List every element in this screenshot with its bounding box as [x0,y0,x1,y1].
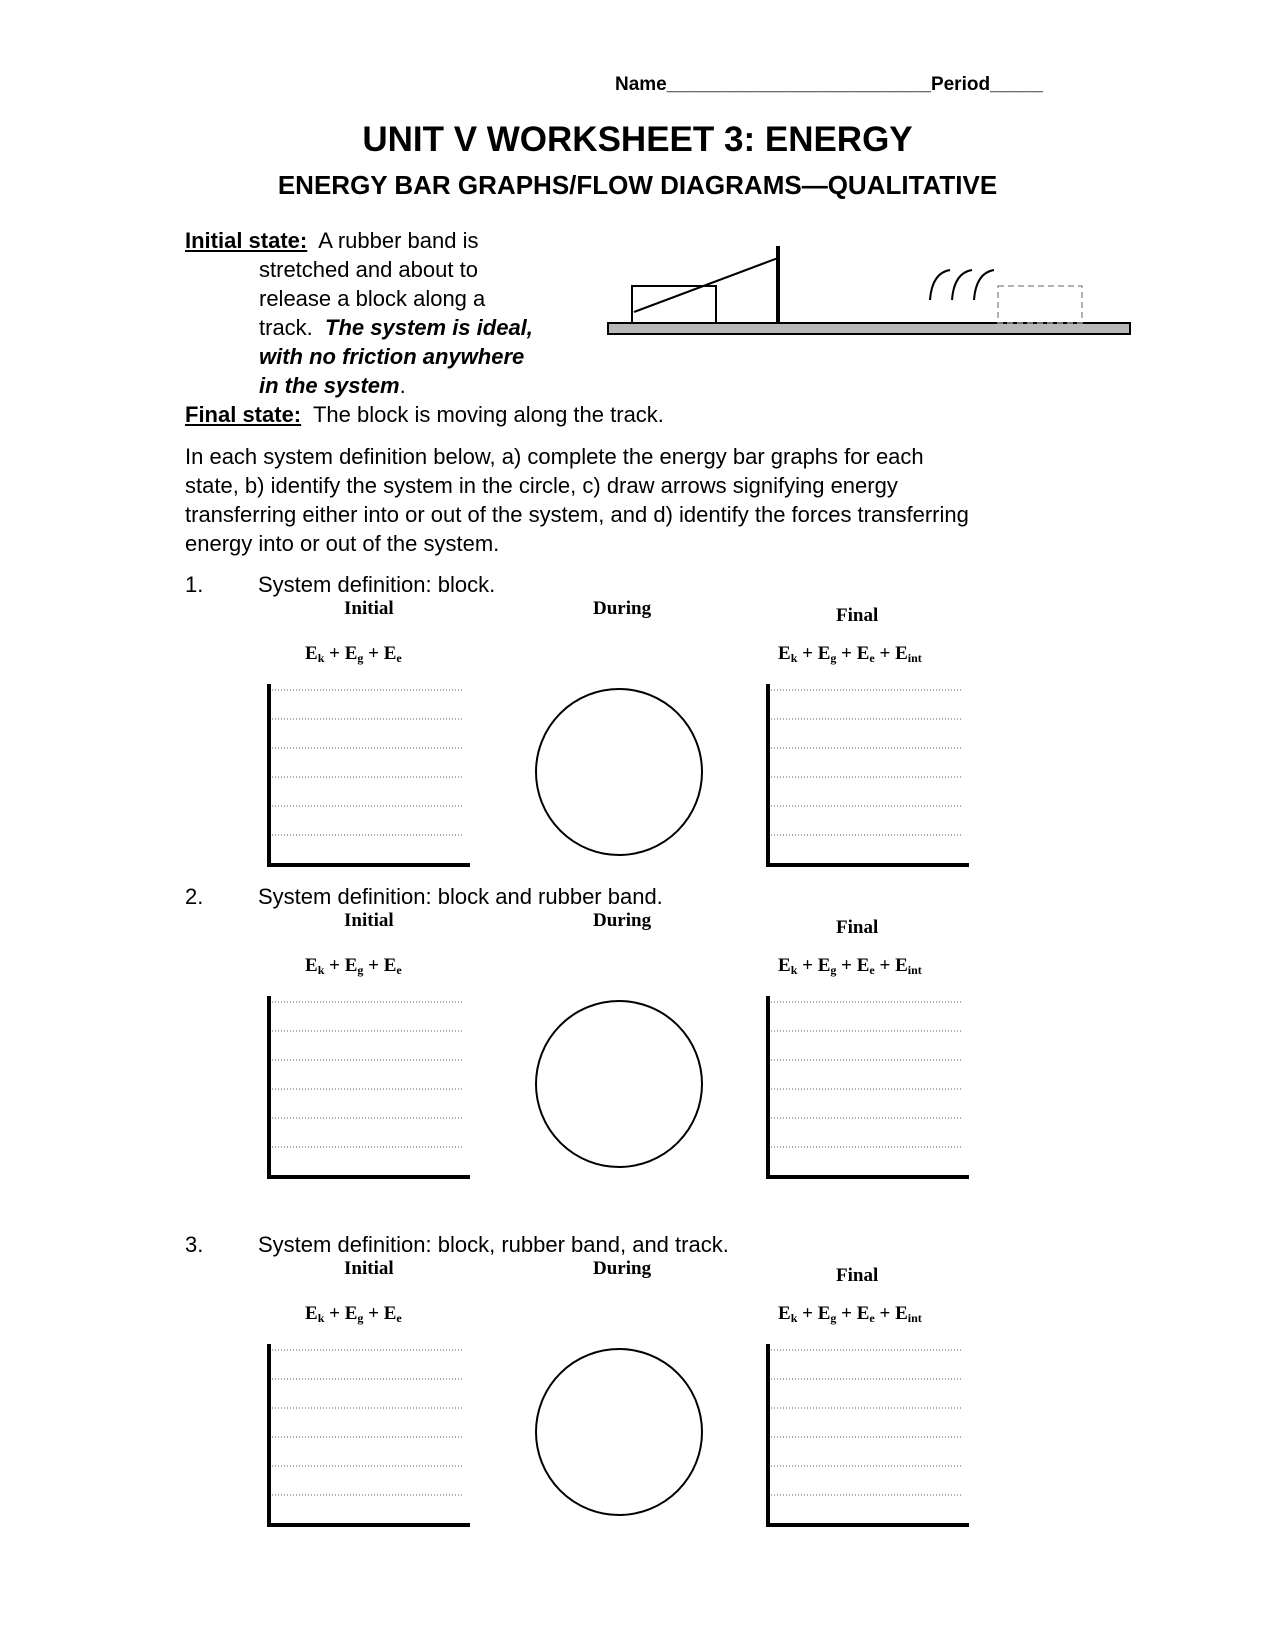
initial-state-block [185,226,585,400]
system-circle-2[interactable] [533,998,705,1170]
problem-number-1: 1. [185,572,204,597]
initial-eq-1-subscript-g: g [357,651,364,665]
system-circle-2-outline [536,1001,702,1167]
final-eq-1-subscript-e: e [869,651,875,665]
final-state-label: Final state: [185,402,302,427]
system-circle-1-outline [536,689,702,855]
problem-number-2: 2. [185,884,204,909]
initial-bar-graph-2[interactable] [266,994,476,1184]
initial-energy-equation-1 [305,643,402,666]
final-eq-3-subscript-k: k [790,1311,798,1325]
final-energy-equation-1 [778,643,922,666]
final-eq-2-e-symbol-k: E [778,955,791,976]
final-heading-3: Final [836,1265,879,1286]
final-eq-2-plus-2: + [841,955,852,976]
ideal-line-1: The system is ideal, [325,315,533,340]
instructions-line-2: state, b) identify the system in the circle, c) draw arrows signifying energy [185,473,898,498]
motion-line-1 [930,270,950,300]
period-label: Period [930,74,991,95]
initial-eq-3-e-symbol-k: E [305,1303,318,1324]
final-state-text: The block is moving along the track. [312,402,664,427]
final-eq-1-plus-2: + [841,643,852,664]
final-eq-1-e-symbol-k: E [778,643,791,664]
initial-eq-1-subscript-e: e [396,651,402,665]
final-eq-2-plus-1: + [802,955,813,976]
final-eq-2-e-symbol-int: E [895,955,908,976]
initial-eq-2-subscript-e: e [396,963,402,977]
initial-bar-graph-3-axes [269,1344,470,1525]
initial-eq-2-e-symbol-e: E [383,955,397,976]
initial-eq-3-plus-1: + [329,1303,340,1324]
final-state-block [185,400,664,429]
page-subtitle: ENERGY BAR GRAPHS/FLOW DIAGRAMS—QUALITATIVE [277,170,998,200]
system-circle-1[interactable] [533,686,705,858]
initial-eq-1-e-symbol-e: E [383,643,397,664]
initial-eq-3-subscript-k: k [317,1311,325,1325]
name-period-line [615,74,1043,96]
initial-eq-2-subscript-g: g [357,963,364,977]
final-bar-graph-1-axes [768,684,969,865]
initial-energy-equation-3 [305,1303,402,1326]
initial-eq-1-e-symbol-k: E [305,643,318,664]
initial-line-2: stretched and about to [259,257,478,282]
initial-eq-1-plus-1: + [329,643,340,664]
final-bar-graph-1[interactable] [765,682,975,872]
final-eq-2-subscript-int: int [907,963,922,977]
ideal-line-3: in the system [259,373,400,398]
during-heading-1: During [593,598,652,619]
block-final-position [998,286,1082,323]
initial-bar-graph-2-axes [269,996,470,1177]
system-definition-2: System definition: block and rubber band. [258,884,663,909]
initial-eq-1-e-symbol-g: E [344,643,358,664]
final-bar-graph-2[interactable] [765,994,975,1184]
initial-eq-3-subscript-g: g [357,1311,364,1325]
final-eq-3-e-symbol-g: E [817,1303,831,1324]
system-circle-3[interactable] [533,1346,705,1518]
motion-line-3 [974,270,994,300]
problem-number-3: 3. [185,1232,204,1257]
block [632,286,716,323]
final-eq-1-plus-1: + [802,643,813,664]
initial-eq-3-plus-2: + [368,1303,379,1324]
instructions-line-1: In each system definition below, a) complete the energy bar graphs for each [185,444,924,469]
initial-line-4: track. [259,315,313,340]
final-eq-1-plus-3: + [879,643,891,664]
final-eq-3-subscript-e: e [869,1311,875,1325]
final-eq-2-plus-3: + [879,955,891,976]
instructions-line-4: energy into or out of the system. [185,531,500,556]
final-eq-1-e-symbol-int: E [895,643,908,664]
initial-eq-2-subscript-k: k [317,963,325,977]
system-definition-1: System definition: block. [258,572,496,597]
rubber-band-track-illustration [600,240,1140,340]
initial-bar-graph-1-axes [269,684,470,865]
final-energy-equation-3 [778,1303,922,1326]
period-blank[interactable]: _____ [990,74,1043,95]
name-label: Name [615,74,667,95]
final-eq-3-plus-2: + [841,1303,852,1324]
instructions-line-3: transferring either into or out of the system, and d) identify the forces transferring [185,502,969,527]
initial-eq-3-e-symbol-e: E [383,1303,397,1324]
final-eq-2-e-symbol-e: E [856,955,870,976]
final-eq-1-subscript-int: int [907,651,922,665]
final-heading-1: Final [836,605,879,626]
final-bar-graph-3-axes [768,1344,969,1525]
initial-heading-1: Initial [344,598,394,619]
initial-heading-2: Initial [344,910,394,931]
final-eq-3-e-symbol-k: E [778,1303,791,1324]
initial-eq-3-e-symbol-g: E [344,1303,358,1324]
final-heading-2: Final [836,917,879,938]
page-title: UNIT V WORKSHEET 3: ENERGY [362,120,913,159]
ideal-line-2: with no friction anywhere [259,344,525,369]
initial-energy-equation-2 [305,955,402,978]
final-eq-2-subscript-g: g [830,963,837,977]
final-eq-3-e-symbol-int: E [895,1303,908,1324]
initial-line-3: release a block along a [259,286,486,311]
final-energy-equation-2 [778,955,922,978]
final-eq-3-subscript-g: g [830,1311,837,1325]
final-eq-3-plus-3: + [879,1303,891,1324]
initial-eq-1-plus-2: + [368,643,379,664]
final-eq-2-subscript-k: k [790,963,798,977]
initial-eq-3-subscript-e: e [396,1311,402,1325]
initial-heading-3: Initial [344,1258,394,1279]
initial-line-1: A rubber band is [318,228,479,253]
initial-state-label: Initial state: [185,228,308,253]
initial-bar-graph-1[interactable] [266,682,476,872]
instructions [185,442,969,558]
final-eq-2-e-symbol-g: E [817,955,831,976]
initial-eq-2-plus-2: + [368,955,379,976]
system-definition-3: System definition: block, rubber band, and track. [258,1232,729,1257]
final-eq-3-plus-1: + [802,1303,813,1324]
final-bar-graph-2-axes [768,996,969,1177]
initial-eq-2-plus-1: + [329,955,340,976]
ideal-end: . [399,373,406,398]
system-circle-3-outline [536,1349,702,1515]
track [608,323,1130,334]
final-eq-1-e-symbol-g: E [817,643,831,664]
final-eq-1-subscript-g: g [830,651,837,665]
motion-line-2 [952,270,972,300]
initial-eq-2-e-symbol-g: E [344,955,358,976]
final-eq-1-e-symbol-e: E [856,643,870,664]
initial-eq-2-e-symbol-k: E [305,955,318,976]
during-heading-3: During [593,1258,652,1279]
final-eq-3-e-symbol-e: E [856,1303,870,1324]
name-blank[interactable]: _________________________ [666,74,931,95]
final-eq-1-subscript-k: k [790,651,798,665]
final-eq-3-subscript-int: int [907,1311,922,1325]
during-heading-2: During [593,910,652,931]
final-eq-2-subscript-e: e [869,963,875,977]
final-bar-graph-3[interactable] [765,1342,975,1532]
initial-eq-1-subscript-k: k [317,651,325,665]
initial-bar-graph-3[interactable] [266,1342,476,1532]
